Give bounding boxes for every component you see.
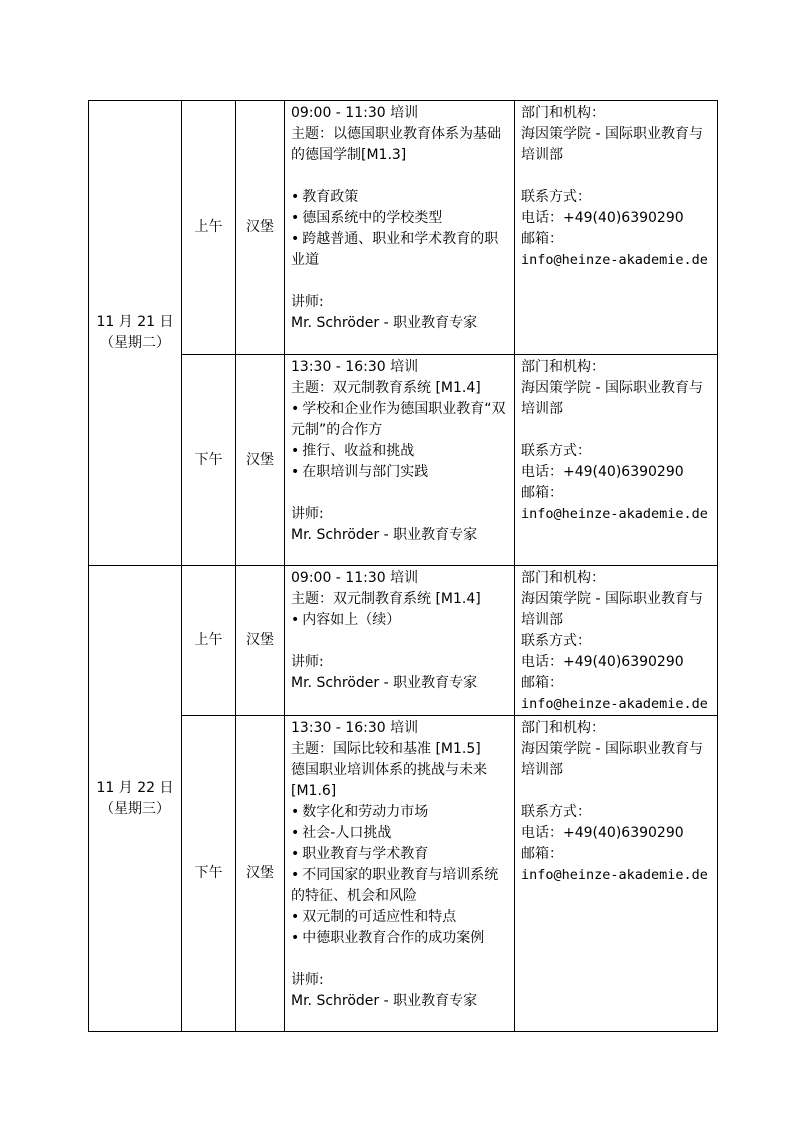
session-time: 13:30 - 16:30 培训: [291, 359, 419, 375]
city-cell: 汉堡: [236, 716, 285, 1032]
list-item: • 数字化和劳动力市场: [291, 802, 510, 823]
org-name: 海因策学院 - 国际职业教育与培训部: [521, 591, 703, 628]
table-row: [89, 716, 718, 1032]
list-item: • 学校和企业作为德国职业教育“双元制”的合作方: [291, 399, 510, 441]
lecturer-name: Mr. Schröder - 职业教育专家: [291, 315, 478, 331]
session-content: [285, 716, 515, 1032]
lecturer-name: Mr. Schröder - 职业教育专家: [291, 675, 478, 691]
session-content: [285, 101, 515, 355]
org-name: 海因策学院 - 国际职业教育与培训部: [521, 126, 703, 163]
email-label: 邮箱：: [521, 846, 563, 862]
date-label: 11 月 21 日: [96, 314, 174, 330]
weekday-label: （星期二）: [100, 335, 170, 351]
lecturer-label: 讲师:: [291, 294, 324, 310]
session-content: [285, 355, 515, 566]
lecturer-name: Mr. Schröder - 职业教育专家: [291, 527, 478, 543]
table-row: [89, 101, 718, 355]
table-row: [89, 566, 718, 716]
email-label: 邮箱：: [521, 231, 563, 247]
list-item: • 中德职业教育合作的成功案例: [291, 928, 510, 949]
contact-label: 联系方式：: [521, 189, 591, 205]
list-item: • 教育政策: [291, 187, 510, 208]
session-topic: 主题：国际比较和基准 [M1.5]: [291, 741, 481, 757]
list-item: • 不同国家的职业教育与培训系统的特征、机会和风险: [291, 865, 510, 907]
date-cell: [89, 101, 182, 566]
org-label: 部门和机构：: [521, 359, 605, 375]
email: info@heinze-akademie.de: [521, 867, 708, 883]
period-cell: 上午: [182, 566, 236, 716]
email: info@heinze-akademie.de: [521, 252, 708, 268]
org-name: 海因策学院 - 国际职业教育与培训部: [521, 380, 703, 417]
contact-cell: [515, 101, 718, 355]
list-item: • 跨越普通、职业和学术教育的职业道: [291, 229, 510, 271]
org-label: 部门和机构：: [521, 105, 605, 121]
phone: 电话：+49(40)6390290: [521, 210, 684, 226]
session-time: 09:00 - 11:30 培训: [291, 570, 419, 586]
org-label: 部门和机构：: [521, 720, 605, 736]
city-cell: 汉堡: [236, 355, 285, 566]
contact-label: 联系方式：: [521, 804, 591, 820]
list-item: • 在职培训与部门实践: [291, 462, 510, 483]
list-item: • 社会-人口挑战: [291, 823, 510, 844]
period-cell: 上午: [182, 101, 236, 355]
period-cell: 下午: [182, 716, 236, 1032]
lecturer-label: 讲师:: [291, 654, 324, 670]
lecturer-name: Mr. Schröder - 职业教育专家: [291, 993, 478, 1009]
schedule-table: [88, 100, 718, 1032]
session-content: [285, 566, 515, 716]
contact-cell: [515, 566, 718, 716]
list-item: • 双元制的可适应性和特点: [291, 907, 510, 928]
session-topic-secondary: 德国职业培训体系的挑战与未来 [M1.6]: [291, 762, 492, 799]
lecturer-label: 讲师:: [291, 506, 324, 522]
session-topic: 主题：双元制教育系统 [M1.4]: [291, 380, 481, 396]
email-label: 邮箱：: [521, 485, 563, 501]
phone: 电话：+49(40)6390290: [521, 825, 684, 841]
phone: 电话：+49(40)6390290: [521, 464, 684, 480]
contact-label: 联系方式：: [521, 633, 591, 649]
org-name: 海因策学院 - 国际职业教育与培训部: [521, 741, 703, 778]
lecturer-label: 讲师:: [291, 972, 324, 988]
city-cell: 汉堡: [236, 101, 285, 355]
list-item: • 职业教育与学术教育: [291, 844, 510, 865]
list-item: • 内容如上（续）: [291, 610, 510, 631]
city-cell: 汉堡: [236, 566, 285, 716]
session-topic: 主题：以德国职业教育体系为基础的德国学制[M1.3]: [291, 126, 501, 163]
weekday-label: （星期三）: [100, 800, 170, 817]
list-item: • 推行、收益和挑战: [291, 441, 510, 462]
contact-label: 联系方式：: [521, 443, 591, 459]
period-cell: 下午: [182, 355, 236, 566]
session-time: 13:30 - 16:30 培训: [291, 720, 419, 736]
session-topic: 主题：双元制教育系统 [M1.4]: [291, 591, 481, 607]
phone: 电话：+49(40)6390290: [521, 654, 684, 670]
org-label: 部门和机构：: [521, 570, 605, 586]
date-cell: [89, 566, 182, 1032]
email-label: 邮箱：: [521, 675, 563, 691]
contact-cell: [515, 716, 718, 1032]
date-label: 11 月 22 日: [96, 779, 174, 796]
list-item: • 德国系统中的学校类型: [291, 208, 510, 229]
contact-cell: [515, 355, 718, 566]
session-time: 09:00 - 11:30 培训: [291, 105, 419, 121]
email: info@heinze-akademie.de: [521, 506, 708, 522]
table-row: [89, 355, 718, 566]
email: info@heinze-akademie.de: [521, 696, 708, 712]
